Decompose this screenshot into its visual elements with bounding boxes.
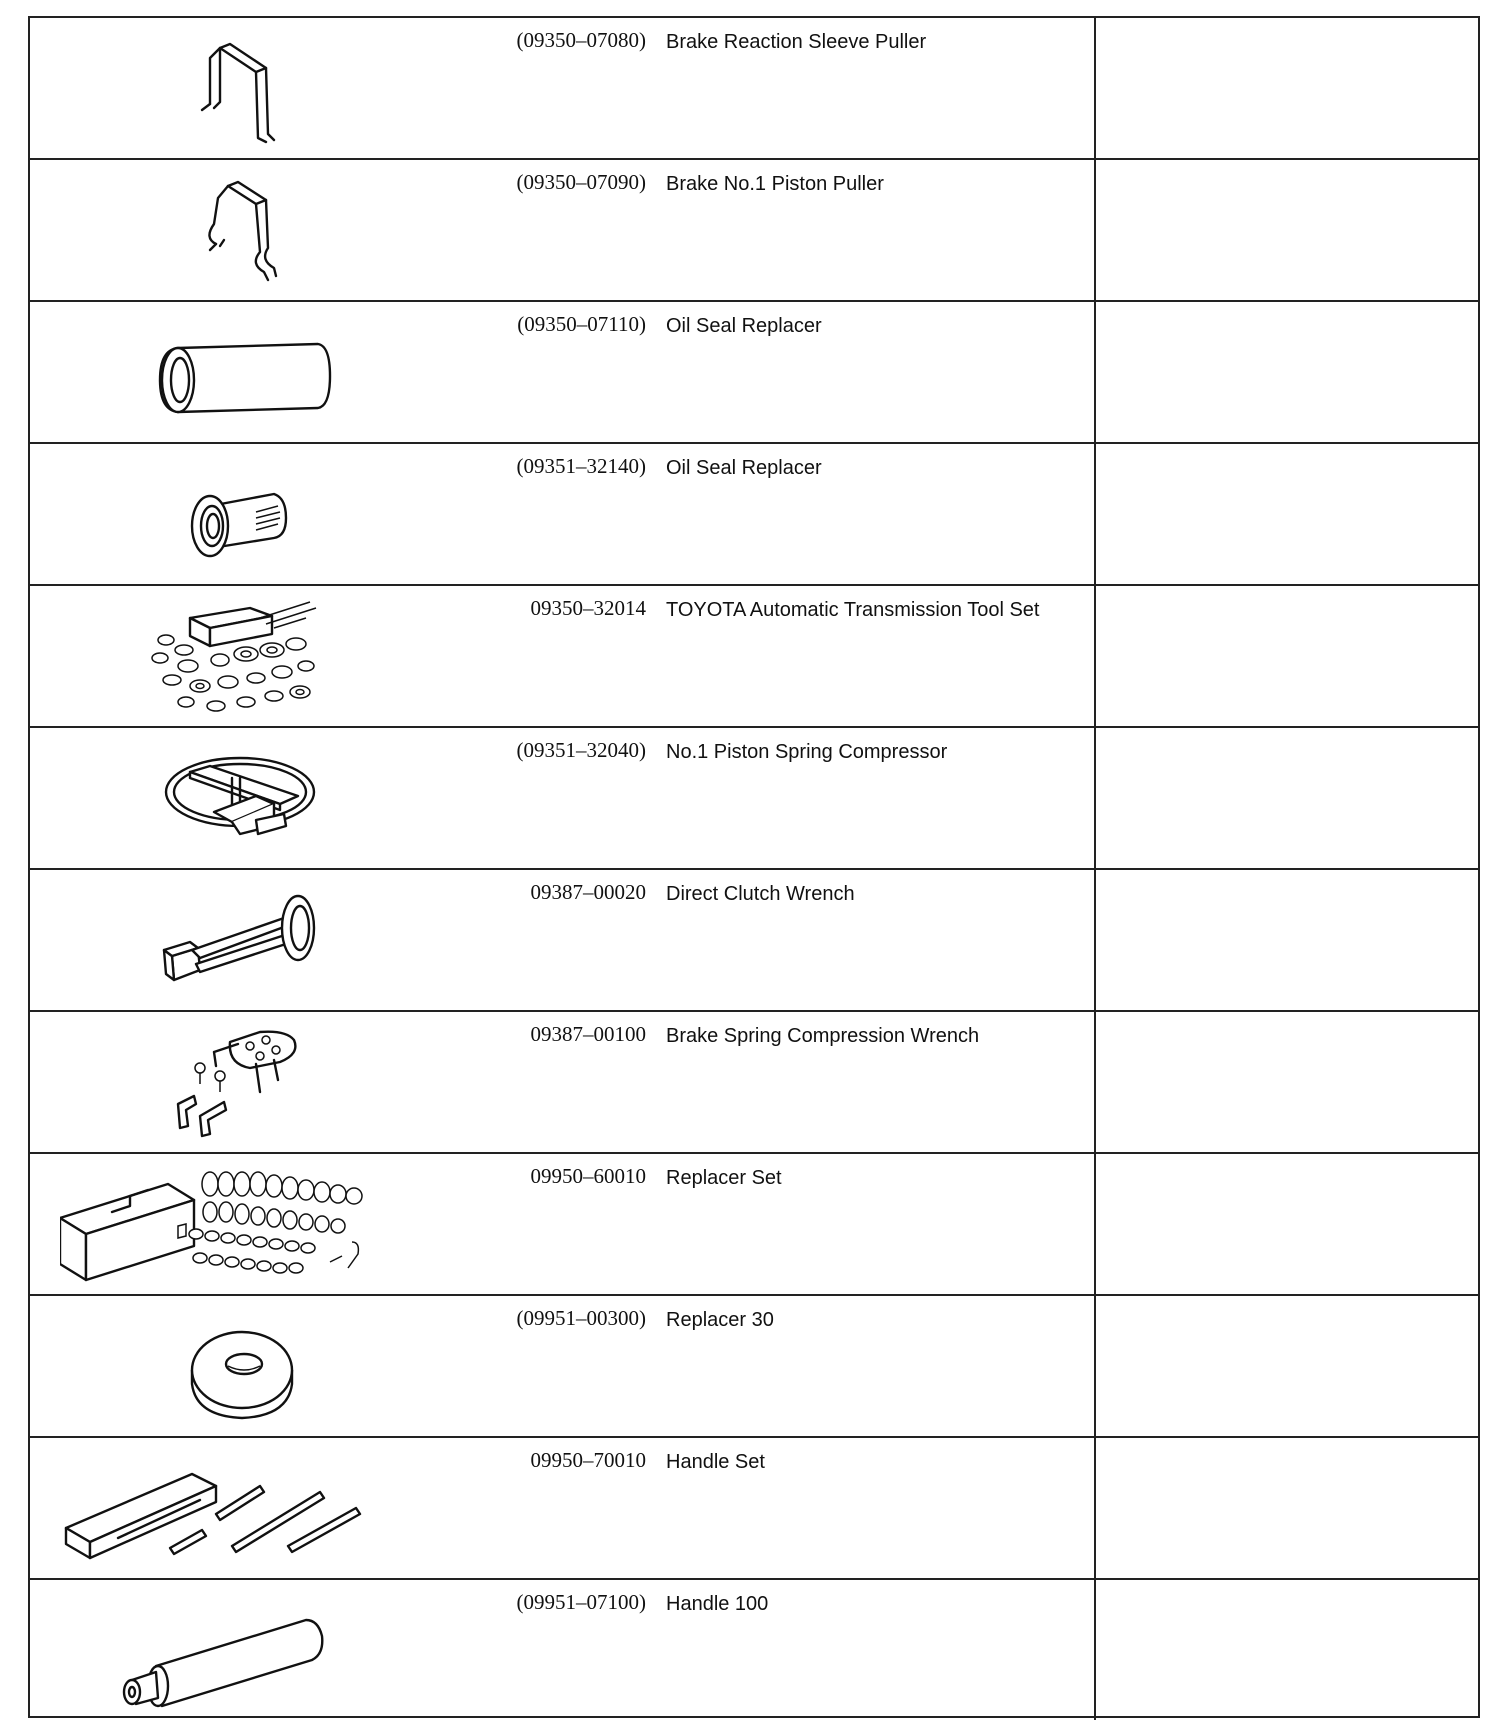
tool-name: Handle 100 [666, 1593, 769, 1615]
tool-row [30, 302, 1478, 444]
tool-name: TOYOTA Automatic Transmission Tool Set [666, 599, 1040, 621]
spring-compressor-icon [60, 736, 460, 862]
tool-name: Oil Seal Replacer [666, 457, 822, 479]
part-number: (09951–00300) [516, 1306, 646, 1330]
sleeve-puller-icon [60, 26, 460, 152]
tool-row [30, 160, 1478, 302]
tool-row [30, 1296, 1478, 1438]
tool-name: Replacer Set [666, 1167, 782, 1189]
tool-name: No.1 Piston Spring Compressor [666, 741, 948, 763]
tool-row [30, 1154, 1478, 1296]
notes-cell [1100, 1580, 1478, 1720]
notes-cell [1100, 444, 1478, 584]
notes-cell [1100, 728, 1478, 868]
part-number: 09387–00020 [530, 880, 646, 904]
part-number: (09351–32040) [516, 738, 646, 762]
seal-replacer-icon [60, 452, 460, 578]
part-number: (09351–32140) [516, 454, 646, 478]
notes-cell [1100, 1012, 1478, 1152]
tool-row [30, 870, 1478, 1012]
notes-cell [1100, 870, 1478, 1010]
notes-cell [1100, 18, 1478, 158]
part-number: (09350–07110) [517, 312, 646, 336]
tool-row [30, 1012, 1478, 1154]
tool-name: Direct Clutch Wrench [666, 883, 855, 905]
tool-row [30, 1438, 1478, 1580]
handle-icon [60, 1588, 460, 1714]
notes-cell [1100, 302, 1478, 442]
replacer-disc-icon [60, 1304, 460, 1430]
tool-name: Handle Set [666, 1451, 765, 1473]
tube-replacer-icon [60, 310, 460, 436]
part-number: 09950–60010 [530, 1164, 646, 1188]
handle-set-icon [60, 1446, 460, 1572]
clutch-wrench-icon [60, 878, 460, 1004]
tool-name: Oil Seal Replacer [666, 315, 822, 337]
notes-cell [1100, 1296, 1478, 1436]
piston-puller-icon [60, 168, 460, 294]
special-tools-table [28, 16, 1480, 1718]
part-number: 09387–00100 [530, 1022, 646, 1046]
part-number: 09350–32014 [530, 596, 646, 620]
tool-row [30, 1580, 1478, 1720]
notes-cell [1100, 160, 1478, 300]
tool-name: Brake Reaction Sleeve Puller [666, 31, 927, 53]
tool-row [30, 444, 1478, 586]
compression-wrench-icon [60, 1020, 460, 1146]
tool-name: Brake No.1 Piston Puller [666, 173, 884, 195]
part-number: (09350–07090) [516, 170, 646, 194]
part-number: 09950–70010 [530, 1448, 646, 1472]
tool-set-icon [60, 594, 460, 720]
replacer-set-icon [60, 1162, 460, 1288]
part-number: (09350–07080) [516, 28, 646, 52]
tool-row [30, 728, 1478, 870]
notes-cell [1100, 1438, 1478, 1578]
tool-row [30, 18, 1478, 160]
part-number: (09951–07100) [516, 1590, 646, 1614]
notes-cell [1100, 1154, 1478, 1294]
tool-name: Replacer 30 [666, 1309, 774, 1331]
notes-cell [1100, 586, 1478, 726]
tool-name: Brake Spring Compression Wrench [666, 1025, 980, 1047]
tool-row [30, 586, 1478, 728]
